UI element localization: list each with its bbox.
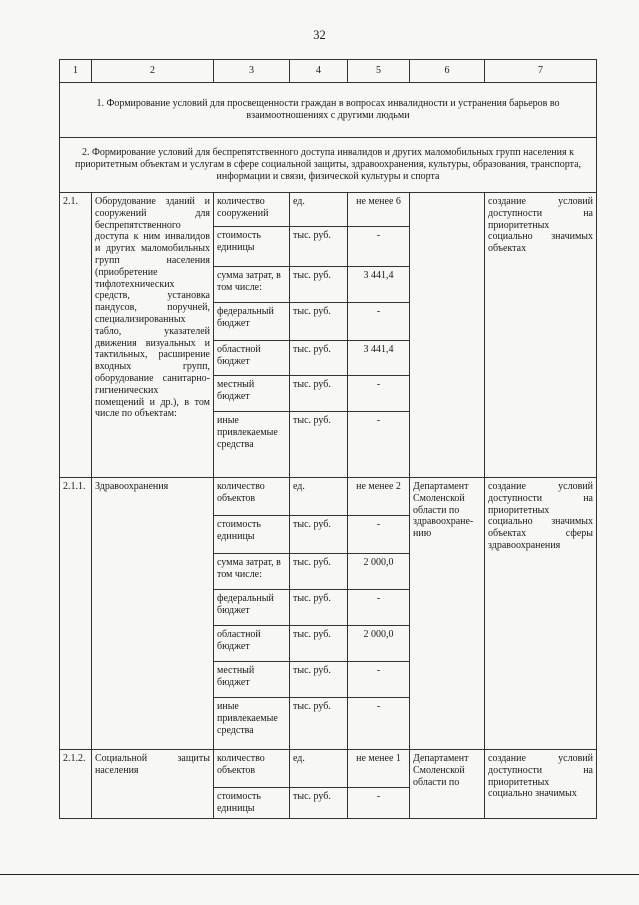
program-table [59, 59, 597, 819]
header-cell: 1 [60, 60, 92, 83]
unit-cell: ед. [290, 750, 348, 788]
value-cell: 2 000,0 [348, 626, 410, 662]
indicator-cell: иные привлекаемые средства [214, 698, 290, 750]
row-number: 2.1.1. [60, 478, 92, 750]
executor-cell [410, 193, 485, 478]
unit-cell: тыс. руб. [290, 698, 348, 750]
unit-cell: тыс. руб. [290, 788, 348, 819]
unit-cell: ед. [290, 193, 348, 227]
row-name: Оборудование зданий и сооружений для беспрепятственного доступа к ним инвалидов и других маломобильных групп населения (приобретение тифлотехнических средств, установка пандусов, поручней, специализированных табло, указателей движения визуальных и тактильных, расширение входных групп, оборудование санитарно-гигиенических помещений и др.), в том числе по объектам: [92, 193, 214, 478]
value-cell: - [348, 303, 410, 341]
unit-cell: тыс. руб. [290, 554, 348, 590]
value-cell: не менее 2 [348, 478, 410, 516]
value-cell: - [348, 788, 410, 819]
unit-cell: тыс. руб. [290, 267, 348, 303]
indicator-cell: местный бюджет [214, 376, 290, 412]
indicator-cell: количество сооружений [214, 193, 290, 227]
indicator-cell: стоимость единицы [214, 516, 290, 554]
value-cell: 2 000,0 [348, 554, 410, 590]
result-cell: создание условий доступности на приоритетных социально значимых объектах [485, 193, 597, 478]
unit-cell: тыс. руб. [290, 341, 348, 376]
indicator-cell: федеральный бюджет [214, 590, 290, 626]
unit-cell: тыс. руб. [290, 626, 348, 662]
unit-cell: тыс. руб. [290, 662, 348, 698]
unit-cell: тыс. руб. [290, 412, 348, 478]
value-cell: не менее 6 [348, 193, 410, 227]
value-cell: - [348, 516, 410, 554]
indicator-cell: областной бюджет [214, 341, 290, 376]
indicator-cell: сумма затрат, в том числе: [214, 554, 290, 590]
header-cell: 3 [214, 60, 290, 83]
header-cell: 6 [410, 60, 485, 83]
header-row [60, 60, 597, 83]
indicator-cell: иные привлекаемые средства [214, 412, 290, 478]
value-cell: - [348, 412, 410, 478]
page-bottom-rule [0, 874, 639, 875]
indicator-cell: местный бюджет [214, 662, 290, 698]
value-cell: - [348, 590, 410, 626]
result-cell: создание условий доступности на приоритетных социально значимых [485, 750, 597, 819]
header-cell: 7 [485, 60, 597, 83]
value-cell: - [348, 698, 410, 750]
indicator-cell: количество объектов [214, 750, 290, 788]
value-cell: не менее 1 [348, 750, 410, 788]
value-cell: - [348, 376, 410, 412]
value-cell: 3 441,4 [348, 267, 410, 303]
unit-cell: тыс. руб. [290, 376, 348, 412]
value-cell: - [348, 662, 410, 698]
executor-cell: Департамент Смоленской области по [410, 750, 485, 819]
table-row [60, 193, 597, 227]
row-name: Здравоохранения [92, 478, 214, 750]
row-number: 2.1.2. [60, 750, 92, 819]
row-number: 2.1. [60, 193, 92, 478]
header-cell: 2 [92, 60, 214, 83]
value-cell: 3 441,4 [348, 341, 410, 376]
indicator-cell: федеральный бюджет [214, 303, 290, 341]
section-row [60, 138, 597, 193]
executor-cell: Департамент Смоленской области по здравоохране-нию [410, 478, 485, 750]
unit-cell: тыс. руб. [290, 227, 348, 267]
section-1-title: 1. Формирование условий для просвещенности граждан в вопросах инвалидности и устранения барьеров во взаимоотношениях с другими людьми [60, 83, 597, 138]
indicator-cell: количество объектов [214, 478, 290, 516]
section-row [60, 83, 597, 138]
row-name: Социальной защиты населения [92, 750, 214, 819]
unit-cell: ед. [290, 478, 348, 516]
page-number: 32 [313, 28, 326, 42]
unit-cell: тыс. руб. [290, 303, 348, 341]
indicator-cell: стоимость единицы [214, 788, 290, 819]
section-2-title: 2. Формирование условий для беспрепятственного доступа инвалидов и других маломобильных групп населения к приоритетным объектам и услугам в сфере социальной защиты, здравоохранения, культуры, образования, транспорта, информации и связи, физической культуры и спорта [60, 138, 597, 193]
header-cell: 4 [290, 60, 348, 83]
table-row [60, 478, 597, 516]
unit-cell: тыс. руб. [290, 516, 348, 554]
indicator-cell: стоимость единицы [214, 227, 290, 267]
indicator-cell: областной бюджет [214, 626, 290, 662]
table-row [60, 750, 597, 788]
header-cell: 5 [348, 60, 410, 83]
indicator-cell: сумма затрат, в том числе: [214, 267, 290, 303]
unit-cell: тыс. руб. [290, 590, 348, 626]
result-cell: создание условий доступности на приоритетных социально значимых объектах сферы здравоохранения [485, 478, 597, 750]
value-cell: - [348, 227, 410, 267]
